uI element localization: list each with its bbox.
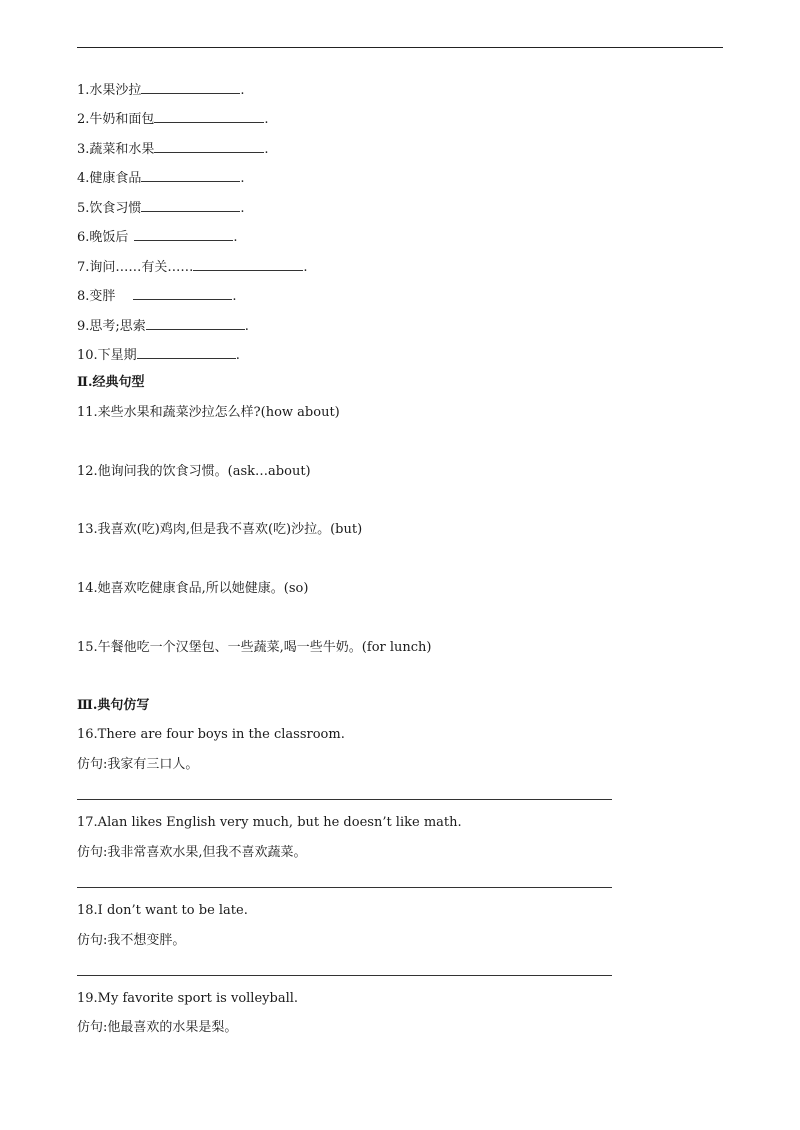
- vocab-blank-5[interactable]: [141, 199, 240, 212]
- vocab-item-9: 9.思考;思索 .: [77, 319, 249, 334]
- vocab-item-7: 7.询问……有关…… .: [77, 260, 308, 275]
- vocab-blank-1[interactable]: [141, 81, 240, 94]
- vocab-blank-9[interactable]: [146, 317, 245, 330]
- imitation-prompt-17: 仿句:我非常喜欢水果,但我不喜欢蔬菜。: [77, 845, 307, 860]
- answer-line-17[interactable]: [77, 887, 612, 888]
- imitation-prompt-19: 仿句:他最喜欢的水果是梨。: [77, 1020, 238, 1035]
- sentence-item-15: 15.午餐他吃一个汉堡包、一些蔬菜,喝一些牛奶。(for lunch): [77, 640, 432, 655]
- sentence-item-11: 11.来些水果和蔬菜沙拉怎么样?(how about): [77, 405, 340, 420]
- vocab-blank-10[interactable]: [137, 346, 236, 359]
- sentence-item-14: 14.她喜欢吃健康食品,所以她健康。(so): [77, 581, 309, 596]
- vocab-item-8: 8.变胖 .: [77, 289, 237, 304]
- sentence-item-12: 12.他询问我的饮食习惯。(ask…about): [77, 464, 311, 479]
- vocab-item-5: 5.饮食习惯 .: [77, 201, 245, 216]
- vocab-blank-6[interactable]: [134, 228, 233, 241]
- section-3-title: Ⅲ.典句仿写: [77, 698, 150, 713]
- sentence-item-13: 13.我喜欢(吃)鸡肉,但是我不喜欢(吃)沙拉。(but): [77, 522, 363, 537]
- answer-line-16[interactable]: [77, 799, 612, 800]
- imitation-sentence-18: 18.I don’t want to be late.: [77, 903, 248, 918]
- header-rule: [77, 47, 723, 48]
- vocab-blank-3[interactable]: [154, 140, 264, 153]
- section-2-title: Ⅱ.经典句型: [77, 375, 145, 390]
- answer-line-18[interactable]: [77, 975, 612, 976]
- imitation-sentence-16: 16.There are four boys in the classroom.: [77, 727, 345, 742]
- vocab-item-10: 10.下星期 .: [77, 348, 240, 363]
- imitation-prompt-18: 仿句:我不想变胖。: [77, 933, 186, 948]
- vocab-item-6: 6.晚饭后 .: [77, 230, 238, 245]
- vocab-item-4: 4.健康食品 .: [77, 171, 245, 186]
- vocab-item-3: 3.蔬菜和水果 .: [77, 142, 269, 157]
- vocab-item-1: 1.水果沙拉 .: [77, 83, 245, 98]
- vocab-item-2: 2.牛奶和面包 .: [77, 112, 269, 127]
- vocab-blank-7[interactable]: [193, 258, 303, 271]
- imitation-prompt-16: 仿句:我家有三口人。: [77, 757, 199, 772]
- vocab-blank-2[interactable]: [154, 110, 264, 123]
- imitation-sentence-19: 19.My favorite sport is volleyball.: [77, 991, 299, 1006]
- imitation-sentence-17: 17.Alan likes English very much, but he doesn’t like math.: [77, 815, 462, 830]
- vocab-blank-8[interactable]: [133, 287, 232, 300]
- vocab-blank-4[interactable]: [141, 169, 240, 182]
